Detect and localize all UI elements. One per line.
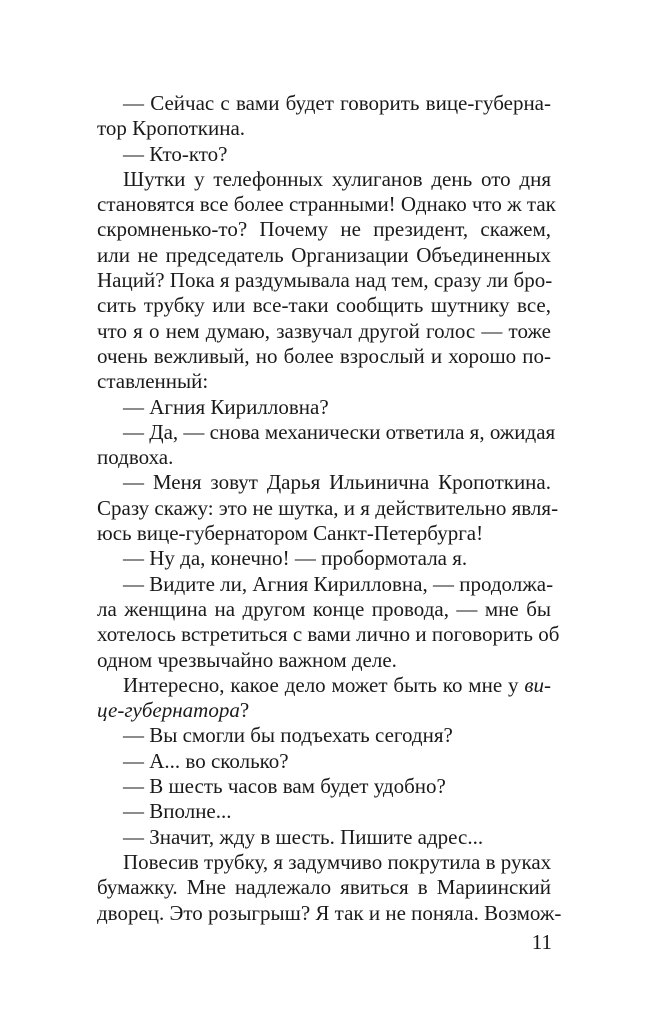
text-line: или не председатель Организации Объединенных: [97, 242, 551, 267]
text-line: — Кто-кто?: [123, 141, 228, 166]
text-line: дворец. Это розыгрыш? Я так и не поняла. Возмож-: [97, 900, 562, 925]
text-line: — Агния Кирилловна?: [123, 394, 329, 419]
text-line: ла женщина на другом конце провода, — мне бы: [97, 596, 551, 621]
text-line: [97, 698, 551, 723]
text-segment: Интересно, какое дело может быть ко мне у: [123, 672, 525, 697]
text-line: — Вы смогли бы подъехать сегодня?: [123, 723, 453, 748]
italic-segment: це-губернатора: [97, 698, 240, 723]
text-line: — Сейчас с вами будет говорить вице-губерна-: [123, 91, 551, 115]
text-line: юсь вице-губернатором Санкт-Петербурга!: [97, 521, 484, 546]
text-line: — Значит, жду в шесть. Пишите адрес...: [123, 824, 484, 849]
text-line: что я о нем думаю, зазвучал другой голос — тоже: [97, 318, 551, 343]
italic-segment: ви-: [524, 672, 551, 697]
text-line: — Видите ли, Агния Кирилловна, — продолжа-: [123, 571, 554, 596]
body-text: [97, 91, 562, 926]
text-line: — Ну да, конечно! — пробормотала я.: [123, 546, 468, 571]
text-line: — А... во сколько?: [123, 748, 289, 773]
text-line: Повесив трубку, я задумчиво покрутила в руках: [123, 849, 552, 874]
text-line: Шутки у телефонных хулиганов день ото дня: [123, 166, 551, 191]
text-line: тор Кропоткина.: [97, 116, 246, 141]
text-line: подвоха.: [97, 445, 174, 470]
text-line: одном чрезвычайно важном деле.: [97, 647, 397, 672]
text-line: — В шесть часов вам будет удобно?: [123, 774, 446, 799]
text-line: Сразу скажу: это не шутка, и я действительно явля-: [97, 495, 559, 520]
text-line: становятся все более странными! Однако что ж так: [97, 192, 556, 217]
text-segment: ?: [239, 698, 250, 723]
text-line: бумажку. Мне надлежало явиться в Мариинский: [97, 875, 551, 900]
text-line: хотелось встретиться с вами лично и поговорить об: [97, 622, 560, 647]
text-line: Наций? Пока я раздумывала над тем, сразу ли бро-: [97, 268, 553, 293]
text-line: — Вполне...: [123, 799, 232, 824]
text-line: скромненько-то? Почему не президент, скажем,: [97, 217, 551, 242]
text-line: [97, 673, 551, 698]
text-line: очень вежливый, но более взрослый и хорошо по-: [97, 343, 551, 368]
text-line: сить трубку или все-таки сообщить шутнику все,: [97, 293, 551, 318]
text-line: — Да, — снова механически ответила я, ожидая: [123, 419, 556, 444]
text-line: ставленный:: [97, 369, 209, 394]
text-line: — Меня зовут Дарья Ильинична Кропоткина.: [123, 470, 551, 495]
page-number: 11: [531, 930, 552, 954]
